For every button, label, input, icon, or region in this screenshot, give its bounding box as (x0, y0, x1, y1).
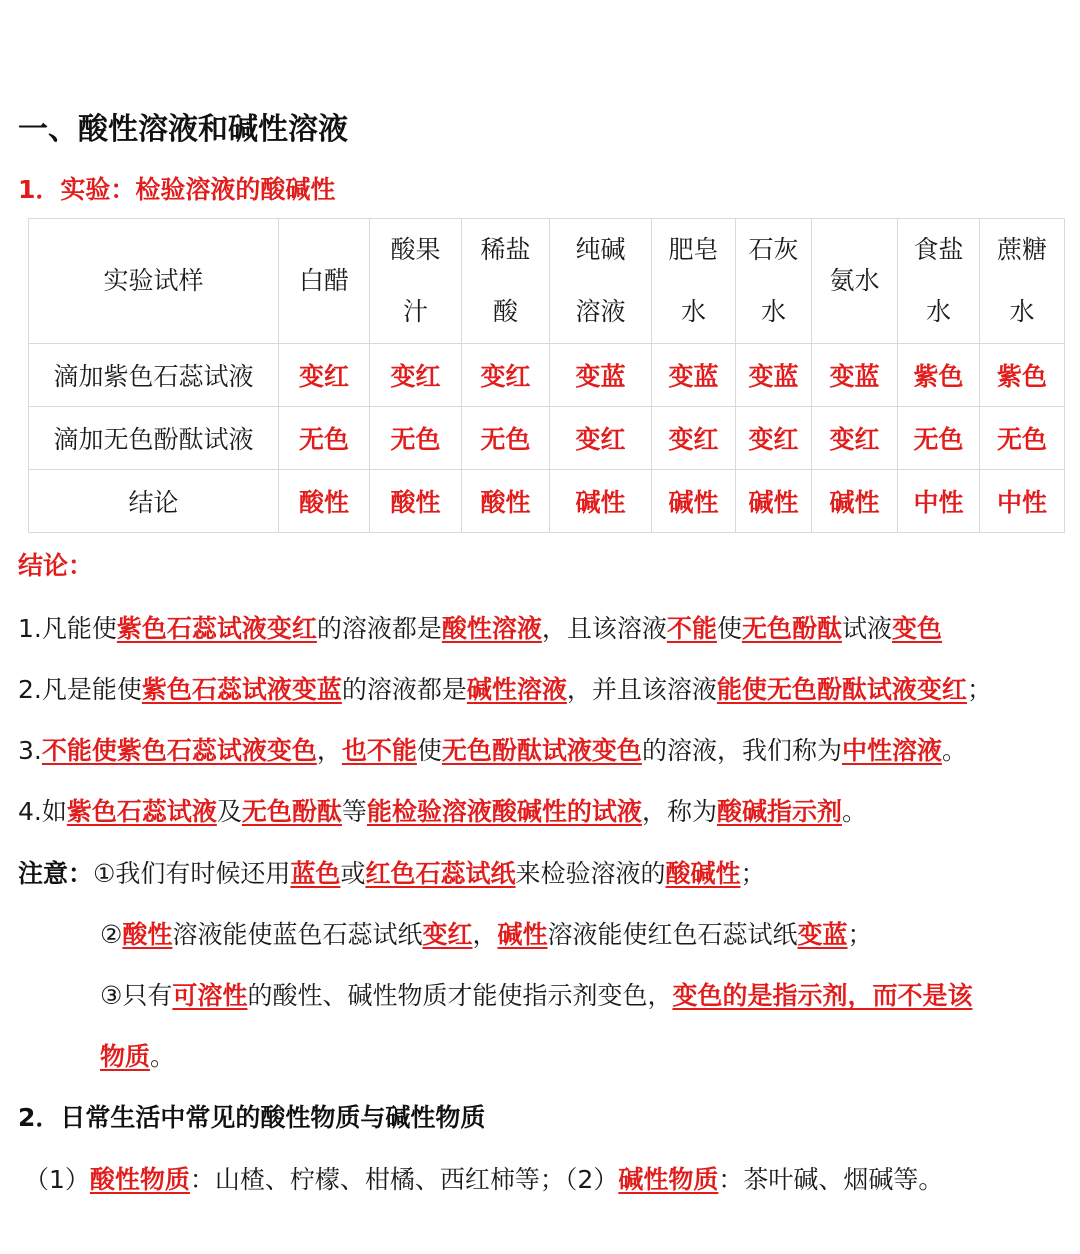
sample-cell: 石灰 水 (736, 219, 812, 344)
table-row-litmus (29, 344, 1065, 407)
result-cell: 碱性 (812, 470, 898, 533)
result-cell: 紫色 (898, 344, 980, 407)
sample-cell: 纯碱 溶液 (550, 219, 652, 344)
result-cell: 无色 (462, 407, 550, 470)
note-line-2: ②酸性溶液能使蓝色石蕊试纸变红，碱性溶液能使红色石蕊试纸变蓝； (100, 920, 873, 949)
table-row-phenolphthalein (29, 407, 1065, 470)
sample-cell: 蔗糖 水 (980, 219, 1065, 344)
result-cell: 碱性 (652, 470, 736, 533)
result-cell: 酸性 (462, 470, 550, 533)
result-cell: 无色 (980, 407, 1065, 470)
sample-cell: 食盐 水 (898, 219, 980, 344)
note-label: 注意： (18, 859, 94, 888)
row-label: 滴加紫色石蕊试液 (29, 344, 279, 407)
row-label: 滴加无色酚酞试液 (29, 407, 279, 470)
result-cell: 无色 (898, 407, 980, 470)
result-cell: 中性 (898, 470, 980, 533)
result-cell: 变红 (550, 407, 652, 470)
sample-cell: 氨水 (812, 219, 898, 344)
sample-cell: 酸果 汁 (370, 219, 462, 344)
daily-life-line: （1）酸性物质：山楂、柠檬、柑橘、西红柿等；（2）碱性物质：茶叶碱、烟碱等。 (24, 1165, 944, 1194)
table-header-row (29, 219, 1065, 344)
sample-cell: 稀盐 酸 (462, 219, 550, 344)
result-cell: 变红 (812, 407, 898, 470)
result-cell: 酸性 (370, 470, 462, 533)
conclusion-line-1: 1.凡能使紫色石蕊试液变红的溶液都是酸性溶液，且该溶液不能使无色酚酞试液变色 (18, 614, 942, 643)
conclusion-title: 结论： (18, 551, 94, 580)
experiment-table (28, 218, 1065, 533)
result-cell: 变红 (652, 407, 736, 470)
result-cell: 紫色 (980, 344, 1065, 407)
result-cell: 变红 (462, 344, 550, 407)
conclusion-line-2: 2.凡是能使紫色石蕊试液变蓝的溶液都是碱性溶液，并且该溶液能使无色酚酞试液变红； (18, 675, 992, 704)
result-cell: 碱性 (736, 470, 812, 533)
result-cell: 中性 (980, 470, 1065, 533)
subsection-heading-experiment: 1．实验：检验溶液的酸碱性 (18, 175, 336, 204)
result-cell: 变蓝 (736, 344, 812, 407)
sample-cell: 白醋 (279, 219, 370, 344)
result-cell: 变蓝 (812, 344, 898, 407)
result-cell: 变红 (736, 407, 812, 470)
section-heading: 一、酸性溶液和碱性溶液 (18, 112, 348, 147)
conclusion-line-4: 4.如紫色石蕊试液及无色酚酞等能检验溶液酸碱性的试液，称为酸碱指示剂。 (18, 797, 867, 826)
result-cell: 变红 (279, 344, 370, 407)
note-line-1: 注意：①我们有时候还用蓝色或红色石蕊试纸来检验溶液的酸碱性； (18, 859, 766, 888)
subsection-heading-daily-life: 2．日常生活中常见的酸性物质与碱性物质 (18, 1103, 486, 1132)
note-line-3: ③只有可溶性的酸性、碱性物质才能使指示剂变色，变色的是指示剂，而不是该 (100, 981, 973, 1010)
sample-cell: 肥皂 水 (652, 219, 736, 344)
header-label-cell: 实验试样 (29, 219, 279, 344)
note-line-3-continued: 物质。 (100, 1042, 176, 1071)
result-cell: 无色 (279, 407, 370, 470)
conclusion-line-3: 3.不能使紫色石蕊试液变色，也不能使无色酚酞试液变色的溶液，我们称为中性溶液。 (18, 736, 967, 765)
table-row-conclusion (29, 470, 1065, 533)
result-cell: 碱性 (550, 470, 652, 533)
result-cell: 变蓝 (652, 344, 736, 407)
row-label: 结论 (29, 470, 279, 533)
result-cell: 酸性 (279, 470, 370, 533)
result-cell: 变蓝 (550, 344, 652, 407)
result-cell: 变红 (370, 344, 462, 407)
result-cell: 无色 (370, 407, 462, 470)
